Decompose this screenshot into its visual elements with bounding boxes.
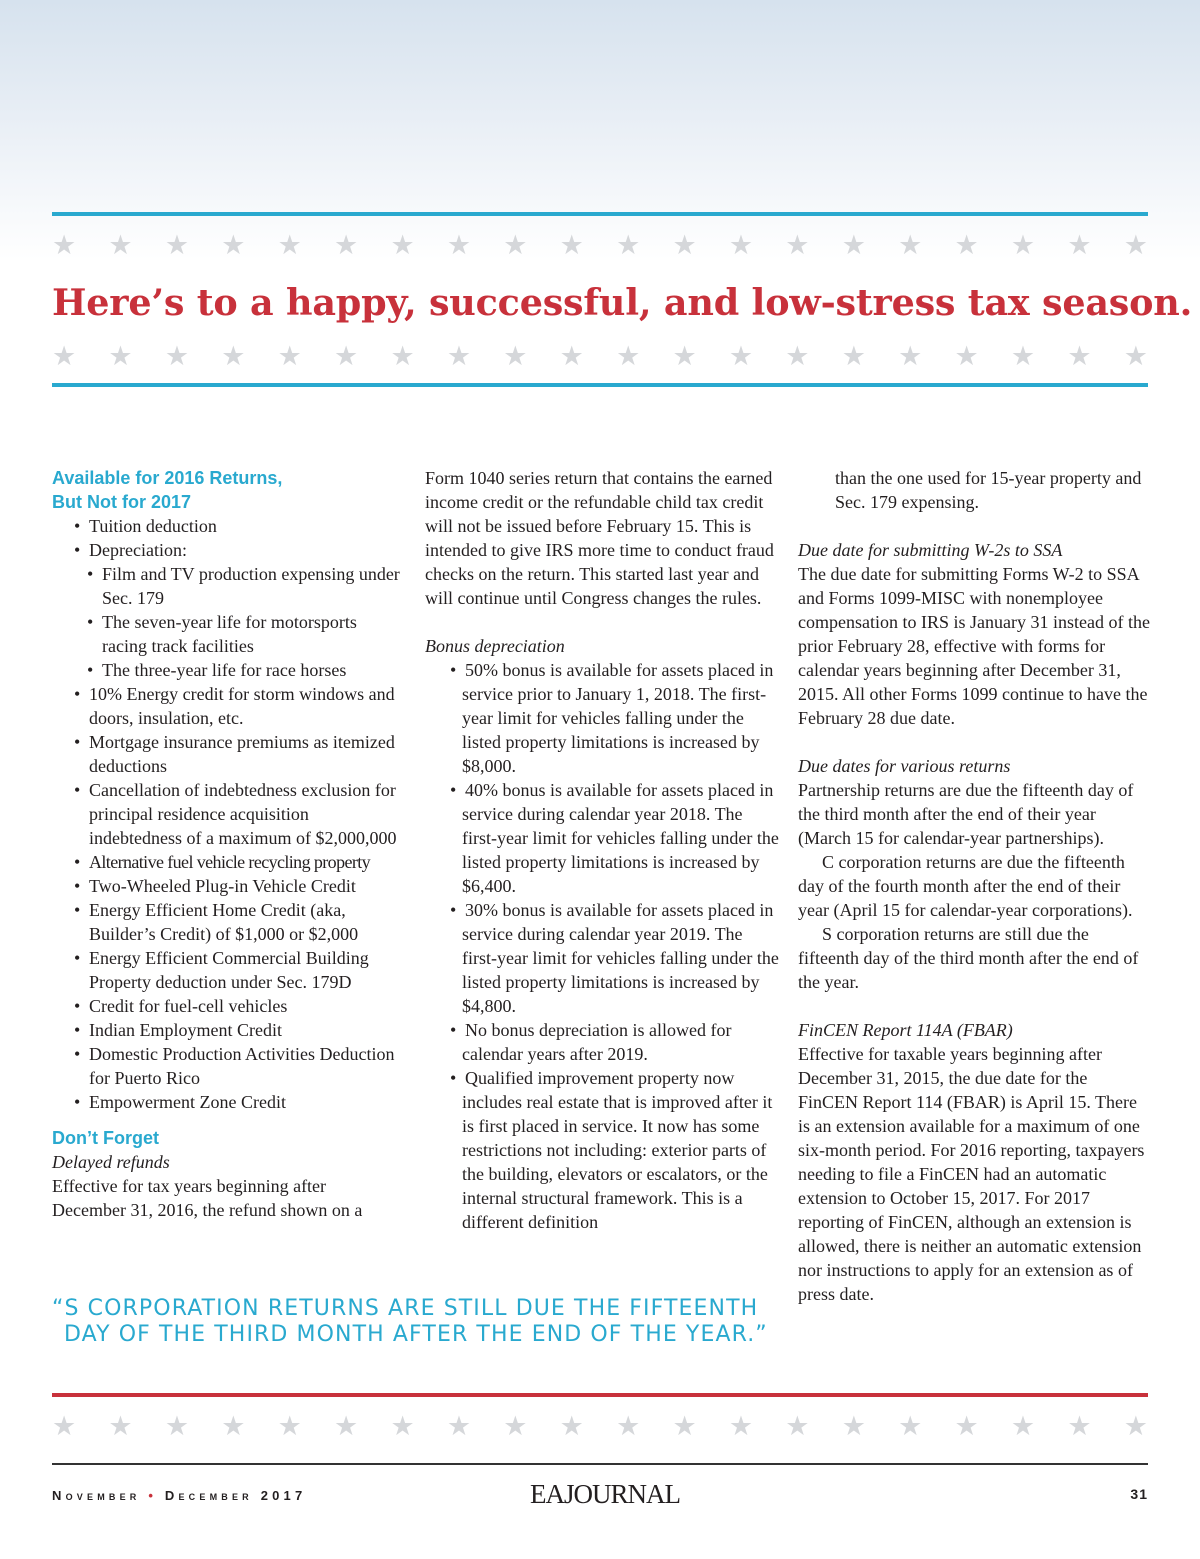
- list-item: • Mortgage insurance premiums as itemized deductions: [52, 730, 402, 778]
- list-item: • The seven-year life for motorsports racing track facilities: [52, 610, 402, 658]
- subheading-due-dates: Due dates for various returns: [798, 756, 1011, 776]
- star-icon: ★: [1010, 230, 1036, 261]
- fincen-text: Effective for taxable years beginning after December 31, 2015, the due date for the FinCEN Report 114 (FBAR) is April 15. There is an extension available for a maximum of one six-month period. For 2016 reporting, taxpayers needing to file a FinCEN had an automatic extension to October 15, 2017. For 2017 reporting of FinCEN, although an extension is allowed, there is neither an automatic extension nor instructions to apply for an extension as of press date.: [798, 1044, 1145, 1304]
- star-icon: ★: [728, 341, 754, 372]
- star-icon: ★: [841, 341, 866, 372]
- list-item: • Qualified improvement property now includes real estate that is improved after it is first placed in service. It now has some restrictions not including: exterior parts of the building, elevators or escalators, or the internal structural framework. This is a different definition: [425, 1066, 780, 1234]
- headline: Here’s to a happy, successful, and low-stress tax season.: [52, 281, 1193, 324]
- star-icon: ★: [785, 341, 810, 372]
- refund-continued-text: Form 1040 series return that contains the earned income credit or the refundable child tax credit will not be issued before February 15. This is intended to give IRS more time to conduct fraud checks on the return. This started last year and will continue until Congress changes the rules.: [425, 468, 774, 608]
- star-row-top: [52, 231, 1148, 261]
- star-icon: ★: [334, 341, 359, 372]
- list-item: • Tuition deduction: [52, 514, 402, 538]
- star-icon: ★: [221, 1411, 246, 1442]
- definition-continued-text: than the one used for 15-year property and Sec. 179 expensing.: [835, 468, 1142, 512]
- ea-journal-logo: EAJOURNAL: [530, 1479, 680, 1509]
- star-icon: ★: [108, 341, 133, 372]
- list-item: • 50% bonus is available for assets placed in service prior to January 1, 2018. The first-year limit for vehicles falling under the listed property limitations is increased by $8,000.: [425, 658, 780, 778]
- star-icon: ★: [841, 230, 866, 261]
- list-item: • Energy Efficient Commercial Building Property deduction under Sec. 179D: [52, 946, 402, 994]
- partnership-text: Partnership returns are due the fifteenth day of the third month after the end of their year (March 15 for calendar-year partnerships).: [798, 780, 1134, 848]
- bonus-list: [425, 658, 780, 1234]
- star-icon: ★: [616, 230, 641, 261]
- star-icon: ★: [898, 341, 923, 372]
- star-icon: ★: [841, 1411, 866, 1442]
- star-icon: ★: [1010, 1411, 1036, 1442]
- footer-red-rule: [52, 1393, 1148, 1397]
- star-icon: ★: [164, 1411, 190, 1442]
- subheading-bonus-depreciation: Bonus depreciation: [425, 636, 565, 656]
- star-icon: ★: [616, 1411, 641, 1442]
- available-list: [52, 514, 402, 562]
- top-rule: [52, 212, 1148, 216]
- headline-bottom-rule: [52, 383, 1148, 387]
- subheading-fincen: FinCEN Report 114A (FBAR): [798, 1020, 1013, 1040]
- star-icon: ★: [446, 341, 472, 372]
- depreciation-sublist: [52, 562, 402, 682]
- star-icon: ★: [954, 1411, 979, 1442]
- c-corp-text: C corporation returns are due the fifteenth day of the fourth month after the end of their year (April 15 for calendar-year corporations).: [798, 852, 1133, 920]
- star-icon: ★: [390, 341, 415, 372]
- star-icon: ★: [503, 341, 528, 372]
- star-icon: ★: [1123, 341, 1148, 372]
- star-icon: ★: [277, 341, 302, 372]
- star-icon: ★: [277, 1411, 302, 1442]
- s-corp-text: S corporation returns are still due the fifteenth day of the third month after the end of the year.: [798, 924, 1139, 992]
- list-item: • Indian Employment Credit: [52, 1018, 402, 1042]
- star-icon: ★: [559, 230, 584, 261]
- column-3: [798, 466, 1150, 1306]
- star-icon: ★: [785, 1411, 810, 1442]
- star-icon: ★: [1067, 230, 1092, 261]
- star-icon: ★: [221, 230, 246, 261]
- list-item: • Film and TV production expensing under Sec. 179: [52, 562, 402, 610]
- star-icon: ★: [1010, 341, 1036, 372]
- list-item: • No bonus depreciation is allowed for calendar years after 2019.: [425, 1018, 780, 1066]
- star-icon: ★: [954, 341, 979, 372]
- star-icon: ★: [164, 341, 190, 372]
- star-icon: ★: [1067, 341, 1092, 372]
- list-item: • Cancellation of indebtedness exclusion for principal residence acquisition indebtedness of a maximum of $2,000,000: [52, 778, 402, 850]
- list-item: • 40% bonus is available for assets placed in service during calendar year 2018. The first-year limit for vehicles falling under the listed property limitations is increased by $6,400.: [425, 778, 780, 898]
- issue-date: November • December 2017: [52, 1488, 307, 1503]
- star-icon: ★: [672, 230, 697, 261]
- star-icon: ★: [954, 230, 979, 261]
- star-icon: ★: [446, 1411, 472, 1442]
- list-item: • Depreciation:: [52, 538, 402, 562]
- star-icon: ★: [898, 1411, 923, 1442]
- star-row-bottom: [52, 1412, 1148, 1442]
- list-item: • Domestic Production Activities Deduction for Puerto Rico: [52, 1042, 402, 1090]
- star-icon: ★: [672, 1411, 697, 1442]
- subheading-w2-due-date: Due date for submitting W-2s to SSA: [798, 540, 1063, 560]
- list-item: • 10% Energy credit for storm windows and doors, insulation, etc.: [52, 682, 402, 730]
- star-icon: ★: [559, 341, 584, 372]
- star-icon: ★: [503, 1411, 528, 1442]
- pull-quote: “S CORPORATION RETURNS ARE STILL DUE THE FIFTEENTH DAY OF THE THIRD MONTH AFTER THE END OF THE YEAR.”: [52, 1296, 768, 1347]
- star-icon: ★: [898, 230, 923, 261]
- star-icon: ★: [221, 341, 246, 372]
- star-icon: ★: [559, 1411, 584, 1442]
- list-item: • Alternative fuel vehicle recycling property: [52, 850, 402, 874]
- star-icon: ★: [728, 1411, 754, 1442]
- star-icon: ★: [672, 341, 697, 372]
- footer-dark-rule: [52, 1463, 1148, 1465]
- list-item: • Credit for fuel-cell vehicles: [52, 994, 402, 1018]
- column-1: [52, 466, 402, 1222]
- star-icon: ★: [390, 230, 415, 261]
- star-icon: ★: [503, 230, 528, 261]
- star-icon: ★: [52, 341, 77, 372]
- w2-text: The due date for submitting Forms W-2 to SSA and Forms 1099-MISC with nonemployee compensation to IRS is January 31 instead of the prior February 28, effective with forms for calendar years beginning after December 31, 2015. All other Forms 1099 continue to have the February 28 due date.: [798, 564, 1150, 728]
- available-list-continued: [52, 682, 402, 1114]
- section-heading-dont-forget: Don’t Forget: [52, 1128, 159, 1148]
- list-item: • Two-Wheeled Plug-in Vehicle Credit: [52, 874, 402, 898]
- list-item: • Energy Efficient Home Credit (aka, Builder’s Credit) of $1,000 or $2,000: [52, 898, 402, 946]
- list-item: • The three-year life for race horses: [52, 658, 402, 682]
- page-number: 31: [1130, 1486, 1148, 1502]
- star-row-middle: [52, 342, 1148, 372]
- star-icon: ★: [446, 230, 472, 261]
- star-icon: ★: [52, 230, 77, 261]
- star-icon: ★: [785, 230, 810, 261]
- star-icon: ★: [1123, 230, 1148, 261]
- delayed-refunds-text: Effective for tax years beginning after December 31, 2016, the refund shown on a: [52, 1176, 363, 1220]
- section-heading-available: Available for 2016 Returns, But Not for 2017: [52, 468, 283, 512]
- star-icon: ★: [52, 1411, 77, 1442]
- star-icon: ★: [277, 230, 302, 261]
- list-item: • 30% bonus is available for assets placed in service during calendar year 2019. The first-year limit for vehicles falling under the listed property limitations is increased by $4,800.: [425, 898, 780, 1018]
- subheading-delayed-refunds: Delayed refunds: [52, 1152, 170, 1172]
- star-icon: ★: [616, 341, 641, 372]
- star-icon: ★: [390, 1411, 415, 1442]
- star-icon: ★: [164, 230, 190, 261]
- star-icon: ★: [334, 230, 359, 261]
- column-2: [425, 466, 780, 1234]
- star-icon: ★: [108, 230, 133, 261]
- star-icon: ★: [108, 1411, 133, 1442]
- list-item: • Empowerment Zone Credit: [52, 1090, 402, 1114]
- star-icon: ★: [1067, 1411, 1092, 1442]
- star-icon: ★: [728, 230, 754, 261]
- star-icon: ★: [334, 1411, 359, 1442]
- sky-background: [0, 0, 1200, 260]
- star-icon: ★: [1123, 1411, 1148, 1442]
